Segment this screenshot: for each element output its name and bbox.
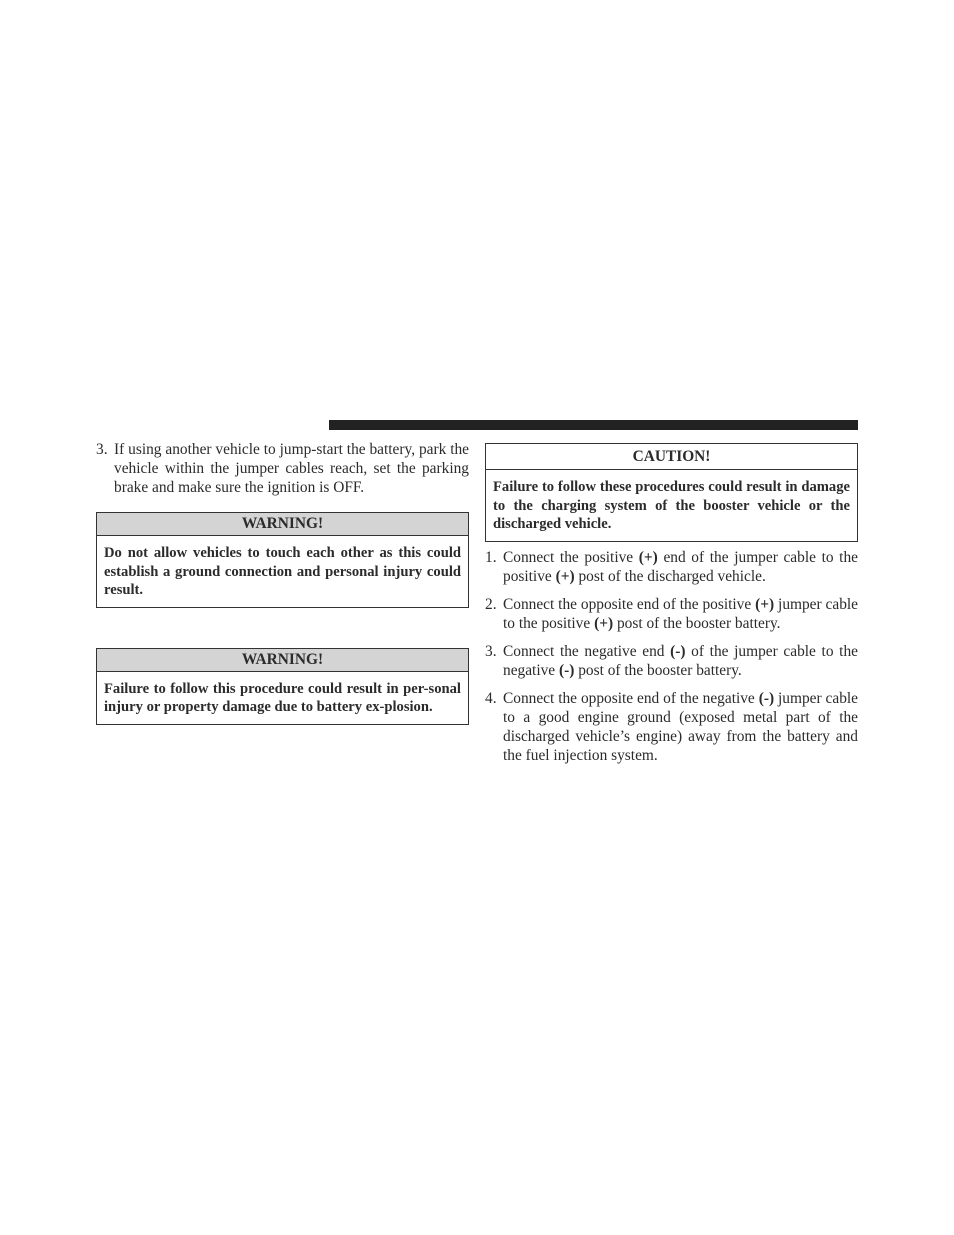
warning-title: WARNING! [97,649,468,672]
caution-body: Failure to follow these procedures could result in damage to the charging system of the booster vehicle or the discharged vehicle. [493,479,850,533]
warning-body: Do not allow vehicles to touch each other as this could establish a ground connection and personal injury could result. [104,545,461,599]
warning-body: Failure to follow this procedure could result in per-sonal injury or property damage due to battery ex-plosion. [104,680,461,716]
step-text: Connect the opposite end of the positive (+) jumper cable to the positive (+) post of the booster battery. [503,595,858,632]
warning-box-battery-explosion [96,648,469,725]
step-text: Connect the positive (+) end of the jumper cable to the positive (+) post of the discharged vehicle. [503,548,858,585]
step-1-connect-positive [485,548,858,586]
step-3-connect-negative [485,642,858,680]
step-4-connect-ground [485,689,858,765]
step-number: 2. [485,595,497,613]
caution-title: CAUTION! [486,444,857,470]
left-column [96,440,469,725]
step-2-connect-opposite-positive [485,595,858,633]
warning-box-vehicles-touch [96,512,469,608]
header-rule [329,420,858,430]
step-text: Connect the negative end (-) of the jumper cable to the negative (-) post of the booster battery. [503,642,858,679]
step-number: 1. [485,548,497,566]
warning-title: WARNING! [97,513,468,536]
step-text: Connect the opposite end of the negative (-) jumper cable to a good engine ground (exposed metal part of the discharged vehicle’s engine) away from the battery and the fuel injection system. [503,689,859,764]
right-column [485,443,858,765]
step-number: 3. [96,441,108,458]
step-number: 4. [485,689,497,707]
step-text: If using another vehicle to jump-start the battery, park the vehicle within the jumper cables reach, set the parking brake and make sure the ignition is OFF. [114,441,469,496]
caution-box-charging-system [485,443,858,542]
step-number: 3. [485,642,497,660]
step-3-park-vehicle [96,440,469,497]
